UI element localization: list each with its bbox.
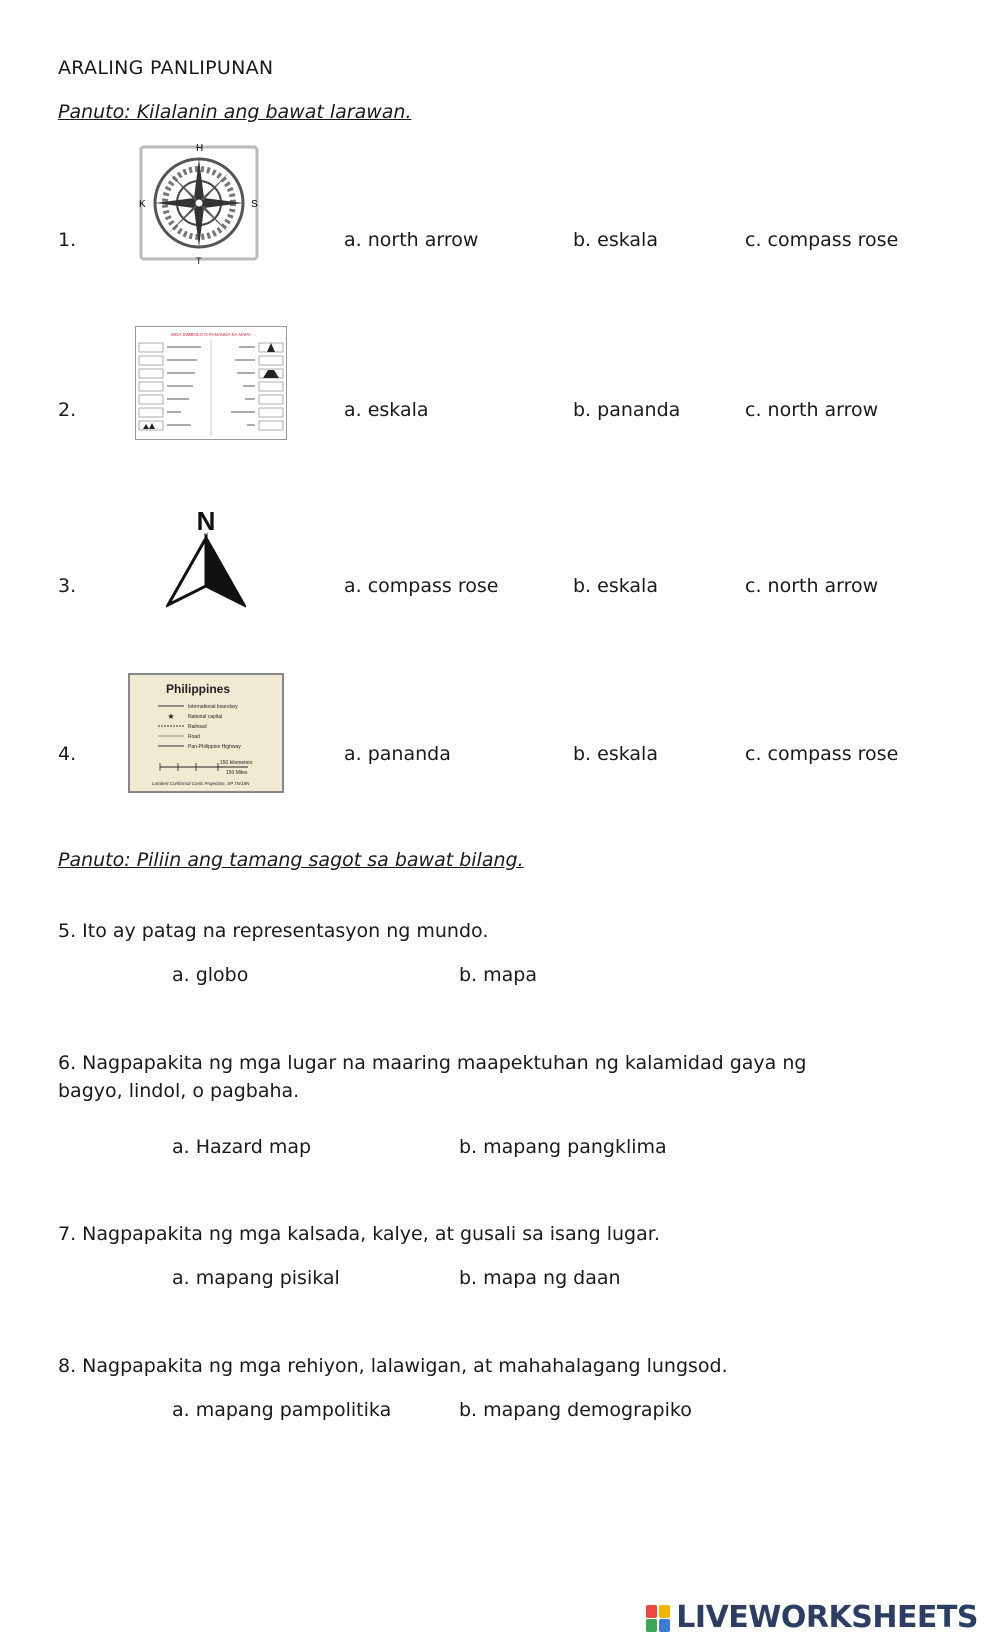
option-b[interactable]: b. eskala	[573, 743, 658, 765]
option-a[interactable]: a. Hazard map	[172, 1136, 312, 1158]
svg-text:MGA SIMBOLO O PANANDA SA MAPA: MGA SIMBOLO O PANANDA SA MAPA	[171, 332, 251, 337]
option-b[interactable]: b. mapang demograpiko	[459, 1399, 692, 1421]
svg-text:Road: Road	[188, 734, 200, 740]
liveworksheets-logo	[646, 1600, 978, 1635]
option-a[interactable]: a. mapang pisikal	[172, 1267, 340, 1289]
option-b[interactable]: b. mapa ng daan	[459, 1267, 621, 1289]
liveworksheets-icon	[646, 1603, 672, 1633]
compass-rose-icon	[139, 141, 261, 265]
item-number: 4.	[58, 743, 77, 765]
instruction-part2: Panuto: Piliin ang tamang sagot sa bawat bilang.	[58, 849, 524, 871]
item-number: 3.	[58, 575, 77, 597]
option-a[interactable]: a. globo	[172, 964, 249, 986]
question-8: 8. Nagpapakita ng mga rehiyon, lalawigan, at mahahalagang lungsod.	[58, 1355, 728, 1377]
philippines-legend-icon	[128, 673, 284, 793]
option-c[interactable]: c. north arrow	[745, 575, 879, 597]
question-7: 7. Nagpapakita ng mga kalsada, kalye, at gusali sa isang lugar.	[58, 1223, 660, 1245]
item-number: 1.	[58, 229, 77, 251]
svg-text:★: ★	[167, 712, 175, 721]
question-5: 5. Ito ay patag na representasyon ng mundo.	[58, 920, 489, 942]
svg-text:Pan-Philippine Highway: Pan-Philippine Highway	[188, 744, 241, 750]
svg-text:Lambert Conformal Conic Projec: Lambert Conformal Conic Projection, SP 7N/18N	[152, 781, 250, 786]
option-c[interactable]: c. compass rose	[745, 743, 899, 765]
instruction-part1: Panuto: Kilalanin ang bawat larawan.	[58, 101, 412, 123]
svg-text:National capital: National capital	[188, 714, 223, 720]
svg-text:150 Miles: 150 Miles	[226, 770, 248, 776]
option-a[interactable]: a. mapang pampolitika	[172, 1399, 392, 1421]
option-b[interactable]: b. mapang pangklima	[459, 1136, 667, 1158]
question-6-continued: bagyo, lindol, o pagbaha.	[58, 1080, 300, 1102]
svg-text:150 kilometers: 150 kilometers	[220, 760, 253, 766]
watermark-text: LIVEWORKSHEETS	[676, 1600, 978, 1635]
item-number: 2.	[58, 399, 77, 421]
svg-text:Railroad: Railroad	[188, 724, 207, 730]
map-legend-icon	[135, 326, 287, 440]
svg-text:T: T	[196, 256, 202, 265]
option-b[interactable]: b. pananda	[573, 399, 681, 421]
option-c[interactable]: c. compass rose	[745, 229, 899, 251]
svg-text:K: K	[139, 199, 146, 210]
option-a[interactable]: a. pananda	[344, 743, 451, 765]
svg-text:Philippines: Philippines	[166, 682, 231, 696]
option-b[interactable]: b. mapa	[459, 964, 537, 986]
option-a[interactable]: a. compass rose	[344, 575, 499, 597]
option-b[interactable]: b. eskala	[573, 575, 658, 597]
option-a[interactable]: a. eskala	[344, 399, 429, 421]
svg-text:H: H	[196, 143, 204, 154]
option-a[interactable]: a. north arrow	[344, 229, 479, 251]
svg-text:S: S	[251, 199, 258, 210]
svg-text:N: N	[196, 506, 216, 536]
question-6: 6. Nagpapakita ng mga lugar na maaring maapektuhan ng kalamidad gaya ng	[58, 1052, 807, 1074]
option-c[interactable]: c. north arrow	[745, 399, 879, 421]
option-b[interactable]: b. eskala	[573, 229, 658, 251]
page-title: ARALING PANLIPUNAN	[58, 57, 274, 79]
north-arrow-icon	[166, 500, 246, 610]
svg-text:International boundary: International boundary	[188, 704, 238, 710]
